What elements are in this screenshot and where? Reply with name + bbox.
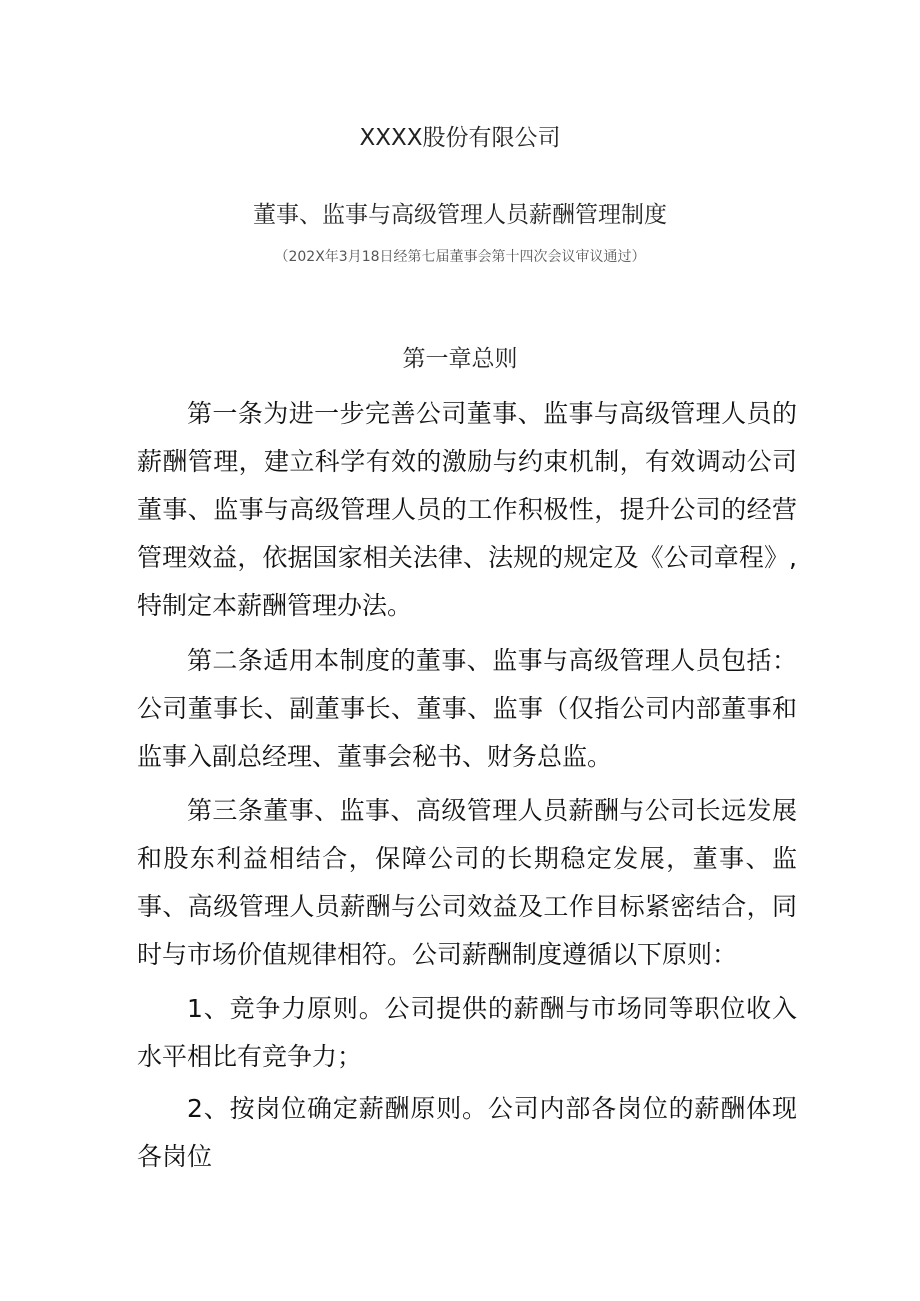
principle-1-paragraph: 1、竞争力原则。公司提供的薪酬与市场同等职位收入水平相比有竞争力； xyxy=(137,994,797,1071)
article-3-paragraph: 第三条董事、监事、高级管理人员薪酬与公司长远发展和股东利益相结合，保障公司的长期稳定发展，董事、监事、高级管理人员薪酬与公司效益及工作目标紧密结合，同时与市场价值规律相符。公司薪酬制度遵循以下原则： xyxy=(137,796,797,969)
approval-note: （202X年3月18日经第七届董事会第十四次会议审议通过） xyxy=(274,249,646,265)
document-title: 董事、监事与高级管理人员薪酬管理制度 xyxy=(253,202,667,228)
principle-2-paragraph: 2、按岗位确定薪酬原则。公司内部各岗位的薪酬体现各岗位 xyxy=(137,1094,797,1171)
article-2-paragraph: 第二条适用本制度的董事、监事与高级管理人员包括：公司董事长、副董事长、董事、监事（仅指公司内部董事和监事入副总经理、董事会秘书、财务总监。 xyxy=(137,646,797,771)
company-name: XXXX股份有限公司 xyxy=(359,125,561,151)
article-1-paragraph: 第一条为进一步完善公司董事、监事与高级管理人员的薪酬管理，建立科学有效的激励与约束机制，有效调动公司董事、监事与高级管理人员的工作积极性，提升公司的经营管理效益，依据国家相关法律、法规的规定及《公司章程》,特制定本薪酬管理办法。 xyxy=(137,399,797,620)
chapter-heading: 第一章总则 xyxy=(402,346,518,372)
